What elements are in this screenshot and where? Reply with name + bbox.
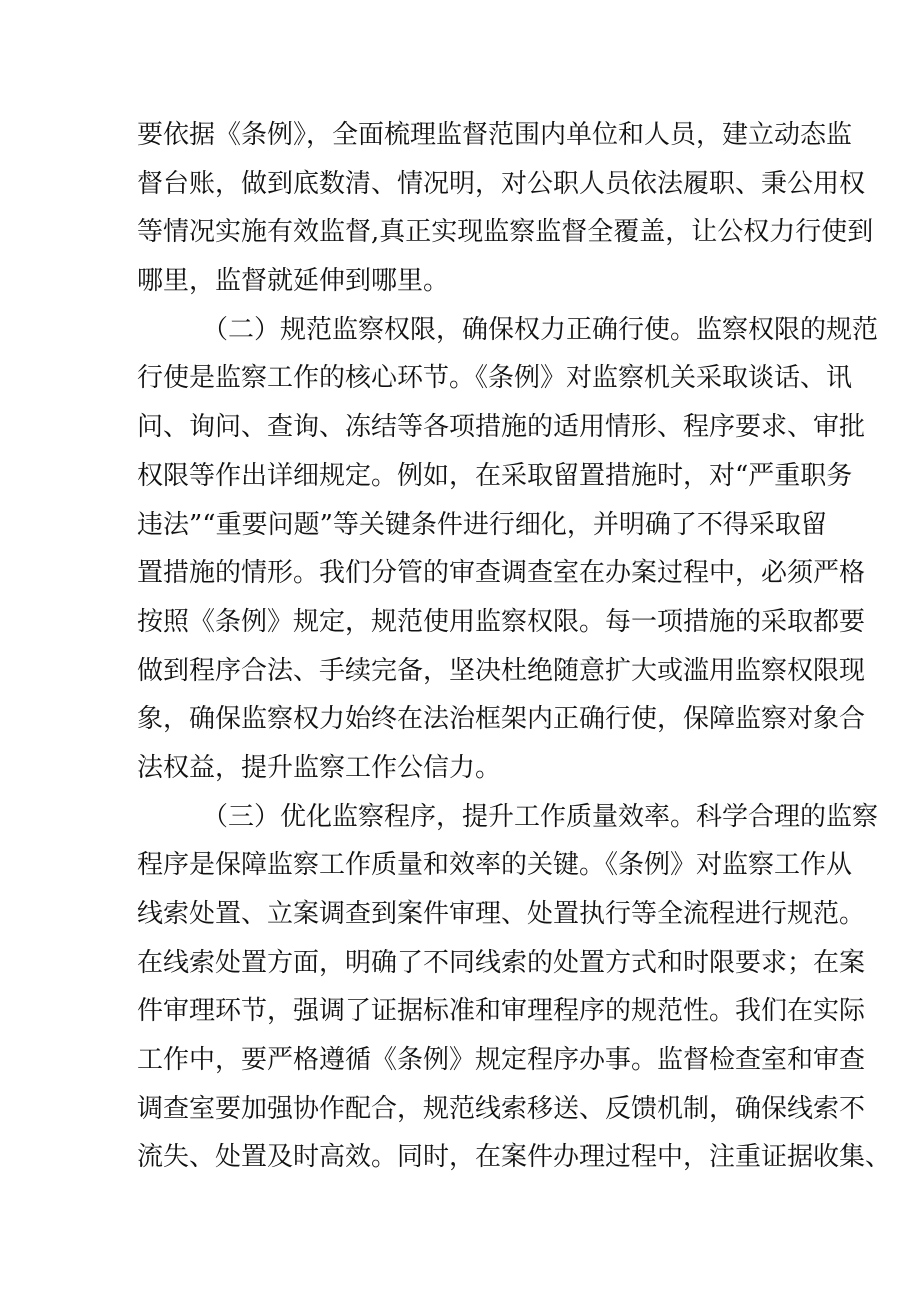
text-line: 在线索处置方面，明确了不同线索的处置方式和时限要求；在案 xyxy=(137,947,866,978)
text-line: 工作中，要严格遵循《条例》规定程序办事。监督检查室和审查 xyxy=(137,1045,866,1076)
text-line: 法权益，提升监察工作公信力。 xyxy=(137,752,502,783)
text-line: 置措施的情形。我们分管的审查调查室在办案过程中，必须严格 xyxy=(137,558,866,589)
text-line: （三）优化监察程序，提升工作质量效率。科学合理的监察 xyxy=(202,801,879,832)
text-line: 线索处置、立案调查到案件审理、处置执行等全流程进行规范。 xyxy=(137,899,866,929)
text-line: 问、询问、查询、冻结等各项措施的适用情形、程序要求、审批 xyxy=(137,412,866,443)
text-line: 调查室要加强协作配合，规范线索移送、反馈机制，确保线索不 xyxy=(137,1093,866,1124)
text-line: 象，确保监察权力始终在法治框架内正确行使，保障监察对象合 xyxy=(137,704,866,735)
text-line: 要依据《条例》，全面梳理监督范围内单位和人员，建立动态监 xyxy=(137,120,853,150)
text-line: 哪里，监督就延伸到哪里。 xyxy=(137,266,450,297)
paragraph xyxy=(137,793,892,1183)
text-line: 程序是保障监察工作质量和效率的关键。《条例》对监察工作从 xyxy=(137,850,853,881)
text-line: 行使是监察工作的核心环节。《条例》对监察机关采取谈话、讯 xyxy=(137,363,853,394)
text-line: 按照《条例》规定，规范使用监察权限。每一项措施的采取都要 xyxy=(137,606,866,637)
text-line: 等情况实施有效监督,真正实现监察监督全覆盖，让公权力行使到 xyxy=(137,217,874,248)
text-line: 违法”“重要问题”等关键条件进行细化，并明确了不得采取留 xyxy=(137,509,827,540)
text-line: （二）规范监察权限，确保权力正确行使。监察权限的规范 xyxy=(202,314,879,345)
text-line: 流失、处置及时高效。同时，在案件办理过程中，注重证据收集、 xyxy=(137,1142,892,1173)
text-line: 做到程序合法、手续完备，坚决杜绝随意扩大或滥用监察权限现 xyxy=(137,655,866,686)
text-line: 权限等作出详细规定。例如，在采取留置措施时，对“严重职务 xyxy=(137,460,853,491)
paragraph xyxy=(137,306,879,793)
document-body xyxy=(137,111,892,1182)
paragraph xyxy=(137,111,874,306)
text-line: 督台账，做到底数清、情况明，对公职人员依法履职、秉公用权 xyxy=(137,168,866,199)
text-line: 件审理环节，强调了证据标准和审理程序的规范性。我们在实际 xyxy=(137,996,866,1027)
